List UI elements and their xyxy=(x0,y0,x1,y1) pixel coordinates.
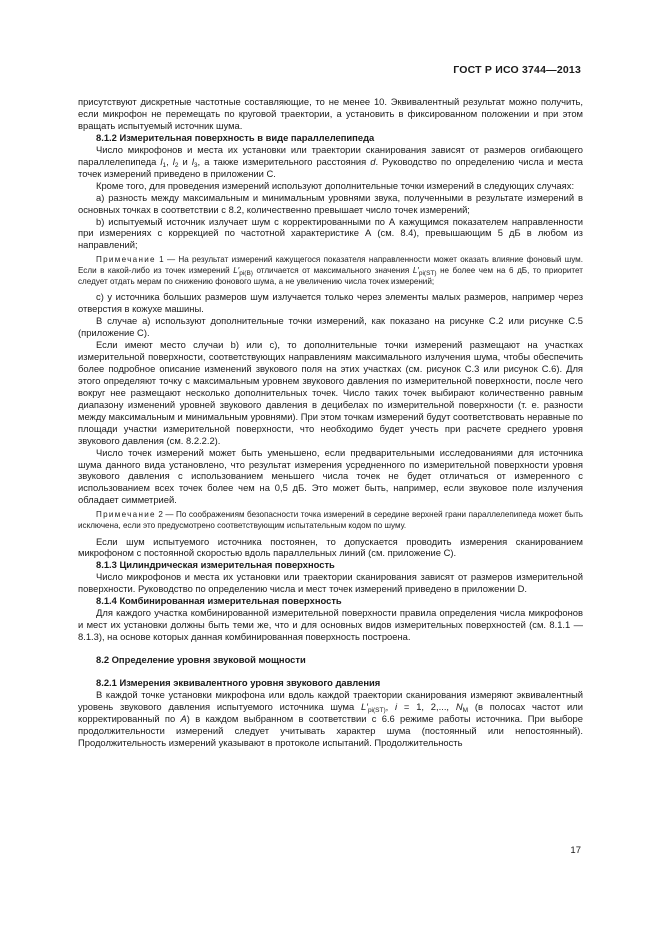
list-item-a: a) разность между максимальным и минимальным уровнями звука, полученными в результате измерений в основных точках в соответствии с 8.2, количественно превышает число точек измерений; xyxy=(78,191,583,215)
page-content xyxy=(78,96,583,749)
paragraph-continuation: присутствуют дискретные частотные составляющие, то не менее 10. Эквивалентный результат можно получить, если микрофон не перемещать по круговой траектории, а установить в фиксированном положении и при этом вращать испытуемый источник шума. xyxy=(78,96,583,131)
heading-8-1-2: 8.1.2 Измерительная поверхность в виде параллелепипеда xyxy=(96,131,375,143)
heading-8-2: 8.2 Определение уровня звуковой мощности xyxy=(96,654,306,666)
paragraph-reduce-points: Число точек измерений может быть уменьшено, если предварительными исследованиями для источника шума данного вида установлено, что результат измерения усредненного по измерительной поверхности уровня звукового давления с использованием меньшего числа точек не будет отличаться от измеренного с использованием всех точек более чем на 0,5 дБ. Это может быть, например, если звуковое поле излучения обладает симметрией. xyxy=(78,446,583,506)
page-number: 17 xyxy=(570,845,581,856)
paragraph-parallelepiped-sizes: Число микрофонов и места их установки или траектории сканирования зависят от размеров огибающего параллелепипеда $l_1$, $l_2$ и $l_3$, а также измерительного расстояния d. Руководство по определению числа и места точек измерений приведено в приложении С. xyxy=(78,143,583,179)
paragraph-additional-points: Кроме того, для проведения измерений используют дополнительные точки измерений в следующих случаях: xyxy=(96,179,575,191)
note-2: Примечание 2 — По соображениям безопасности точка измерений в середине верхней грани параллелепипеда может быть исключена, если это предусмотрено соответствующим испытательным кодом по шуму. xyxy=(78,510,583,530)
list-item-b: b) испытуемый источник излучает шум с корректированными по А кажущимся показателем направленности при измерениях с коррекцией по частотной характеристике А (см. 8.4), превышающим 5 дБ в любом из направлений; xyxy=(78,215,583,251)
paragraph-case-a: В случае a) используют дополнительные точки измерений, как показано на рисунке С.2 или рисунке С.5 (приложение С). xyxy=(78,315,583,339)
note-1: Примечание 1 — На результат измерений кажущегося показателя направленности может оказать влияние фоновый шум. Если в какой-либо из точек измерений $L'_{pi(B)}$ отличается от максимального значения $L'_{pi(ST)}$ не более чем на 6 дБ, то приоритет следует отдать мерам по снижению фонового шума, а не увеличению числа точек измерений; xyxy=(78,255,583,286)
paragraph-scanning: Если шум испытуемого источника постоянен, то допускается проводить измерения сканированием микрофоном с постоянной скоростью вдоль параллельных линий (см. приложение С). xyxy=(78,535,583,559)
paragraph-cases-b-c: Если имеют место случаи b) или c), то дополнительные точки измерений размещают на участках измерительной поверхности, соответствующих направлениям максимального излучения шума, чтобы обеспечить более подробное описание изменений звукового поля на этих участках (см. рисунок С.3 или рисунок С.6). Для этого определяют точку с максимальным уровнем звукового давления по измерительной поверхности, после чего вокруг нее размещают несколько дополнительных точек. Число таких точек выбирают количественно равным диапазону изменений уровней звукового давления в децибелах по измерительной поверхности (т. е. разности между максимальным и минимальным уровнями). При этом точкам измерений будут соответствовать неравные по площади участки измерительной поверхности, что необходимо будет учесть при расчете среднего уровня звукового давления (см. 8.2.2.2). xyxy=(78,338,583,446)
heading-8-1-4: 8.1.4 Комбинированная измерительная поверхность xyxy=(96,595,342,607)
standard-header: ГОСТ Р ИСО 3744—2013 xyxy=(453,64,581,76)
heading-8-2-1: 8.2.1 Измерения эквивалентного уровня звукового давления xyxy=(96,677,381,689)
paragraph-cylindrical: Число микрофонов и места их установки или траектории сканирования зависят от размеров измерительной поверхности. Руководство по определению числа и мест точек измерений приведено в приложении D. xyxy=(78,571,583,595)
paragraph-combined: Для каждого участка комбинированной измерительной поверхности правила определения числа микрофонов и мест их установки должны быть теми же, что и для основных видов измерительных поверхностей (см. 8.1.1 — 8.1.3), на основе которых данная комбинированная поверхность построена. xyxy=(78,607,583,643)
heading-8-1-3: 8.1.3 Цилиндрическая измерительная поверхность xyxy=(96,559,335,571)
list-item-c: c) у источника больших размеров шум излучается только через элементы малых размеров, например через отверстия в кожухе машины. xyxy=(78,291,583,315)
paragraph-equivalent-level: В каждой точке установки микрофона или вдоль каждой траектории сканирования измеряют эквивалентный уровень звукового давления испытуемого источника шума $L'_{pi(ST)}$, i = 1, 2,..., $N_M$ (в полосах частот или корректированный по А) в каждом выбранном в соответствии с 6.6 режиме работы источника. При выборе продолжительности измерений следует учитывать характер шума (постоянный или непостоянный). Продолжительность измерений указывают в протоколе испытаний. Продолжительность xyxy=(78,689,583,748)
